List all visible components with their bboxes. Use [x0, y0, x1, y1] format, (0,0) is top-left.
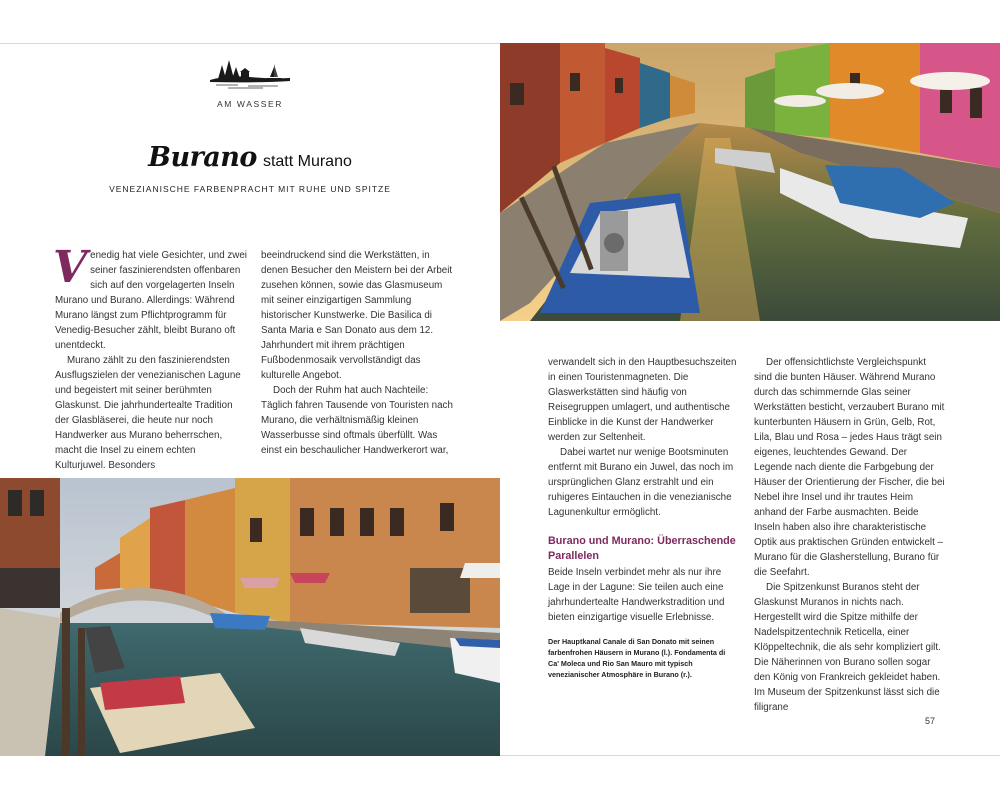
paragraph: Der offensichtlichste Vergleichspunkt sind die bunten Häuser. Während Murano durch das schimmernde Glas seiner Werkstätten besticht, verzaubert Burano mit kunterbunten Häusern in Grün, Gelb, Rot, Lila, Blau und Rosa – jedes Haus trägt sein eigenes, leuchtendes Gewand. Der Legende nach diente die Farbgebung der Häuser der Orientierung der Fischer, die bei Nebel ihre Insel und ihr trautes Heim anhand der Farbe ausmachten. Beide Inseln haben also ihre charakteristische Optik aus praktischen Gründen entwickelt – Murano für die Glasherstellung, Burano für die Seefahrt. [754, 357, 945, 578]
page-title [90, 142, 410, 173]
paragraph: beeindruckend sind die Werkstätten, in denen Besucher den Meistern bei der Arbeit zusehen können, sowie das Glasmuseum mit seiner einzigartigen Sammlung historischer Kunstwerke. Die Basilica di Santa Maria e San Donato aus dem 12. Jahrhundert mit ihrem prächtigen Fußbodenmosaik vervollständigt das kulturelle Angebot. [261, 250, 453, 381]
page-number: 57 [925, 716, 936, 726]
page-subtitle: VENEZIANISCHE FARBENPRACHT MIT RUHE UND SPITZE [109, 184, 391, 194]
title-rest: statt Murano [262, 153, 352, 170]
text-column-2 [261, 248, 453, 458]
island-trees-boat-icon [208, 56, 292, 90]
paragraph: Die Spitzenkunst Buranos steht der Glaskunst Muranos in nichts nach. Hergestellt wird die Spitze mithilfe der Nadelspitzentechnik Reticella, einer Klöppeltechnik, die als sehr kompliziert gilt. Die Näherinnen von Burano sollen sogar den König von Frankreich gekleidet haben. Im Museum der Spitzenkunst lässt sich die filigrane [754, 582, 941, 713]
paragraph: verwandelt sich in den Hauptbesuchszeiten in einen Touristenmagneten. Die Glaswerkstätten sind häufig von Reisegruppen umlagert, und authentische Einblicke in die Kunst der Handwerker werden zur Seltenheit. [548, 357, 737, 443]
drop-cap: V [53, 242, 88, 293]
paragraph-text: enedig hat viele Gesichter, und zwei seiner faszinierendsten offenbaren sich auf den vorgelagerten Inseln Murano und Burano. Allerdings: Während Murano längst zum Pflichtprogramm für Venedig-Besucher zählt, bleibt Burano oft unentdeckt. [55, 250, 247, 351]
section-subheading: Burano und Murano: Überraschende Parallelen [548, 535, 736, 562]
paragraph [53, 242, 247, 353]
paragraph: Beide Inseln verbindet mehr als nur ihre Lage in der Lagune: Sie teilen auch eine jahrhundertealte Handwerkstradition und bieten einzigartige visuelle Erlebnisse. [548, 567, 725, 623]
text-column-4 [754, 355, 946, 715]
paragraph: Murano zählt zu den faszinierendsten Ausflugszielen der venezianischen Lagune und begeistert mit seiner berühmten Glaskunst. Die jahrhundertealte Tradition der Glasbläserei, die heute nur noch Handwerker aus Murano beherrschen, macht die Insel zu einem echten Kulturjuwel. Besonders [55, 355, 241, 471]
paragraph: Dabei wartet nur wenige Bootsminuten entfernt mit Burano ein Juwel, das noch im ursprünglichen Glanz erstrahlt und ein ruhigeres Eintauchen in die venezianische Lagunenkultur ermöglicht. [548, 447, 734, 518]
burano-canal-photo [500, 43, 1000, 321]
section-label: AM WASSER [216, 99, 284, 109]
photo-caption: Der Hauptkanal Canale di San Donato mit seinen farbenfrohen Häusern in Murano (l.). Fondamenta di Ca' Moleca und Rio San Mauro mit typisch venezianischer Atmosphäre in Burano (r.). [548, 637, 726, 679]
title-script: Burano [148, 142, 257, 173]
paragraph: Doch der Ruhm hat auch Nachteile: Täglich fahren Tausende von Touristen nach Murano, die verhältnismäßig kleinen Wasserbusse sind oftmals überfüllt. Was einst ein beschaulicher Handwerkerort war, [261, 385, 453, 456]
murano-canal-photo [0, 478, 500, 756]
text-column-3 [548, 355, 740, 625]
text-column-1 [53, 242, 247, 473]
